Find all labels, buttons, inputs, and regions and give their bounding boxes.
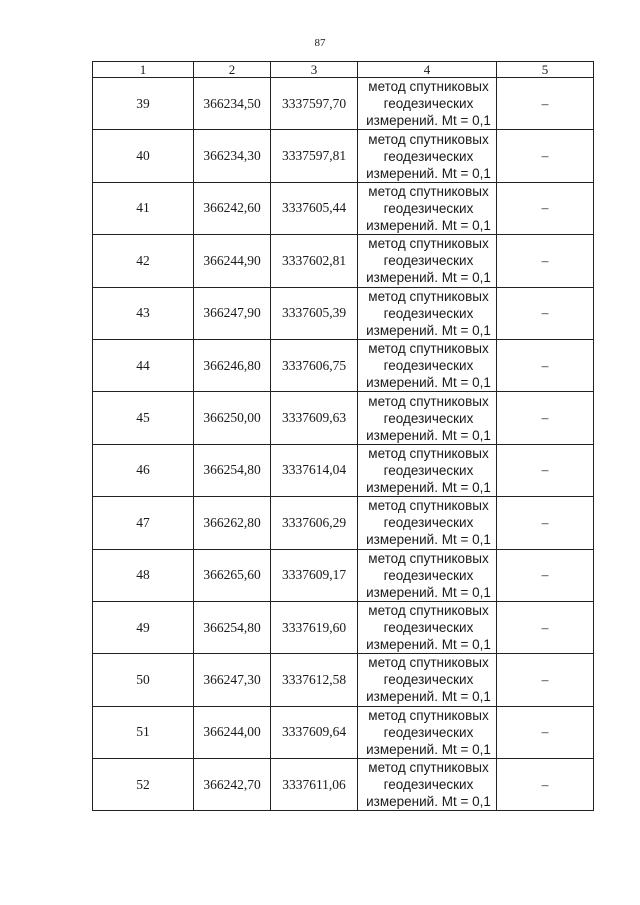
method-text-line: измерений. Mt = 0,1 xyxy=(366,427,491,443)
column-header-1: 1 xyxy=(93,62,194,78)
method-cell xyxy=(358,706,497,758)
point-number-cell: 49 xyxy=(93,601,194,653)
column-header-2: 2 xyxy=(194,62,271,78)
method-text-line: геодезических xyxy=(383,305,474,321)
y-coordinate-cell: 3337609,17 xyxy=(271,549,358,601)
method-cell xyxy=(358,287,497,339)
note-cell: – xyxy=(497,759,594,811)
method-text-line: метод спутниковых xyxy=(368,79,489,95)
method-text-line: геодезических xyxy=(383,672,474,688)
y-coordinate-cell: 3337597,81 xyxy=(271,130,358,182)
note-cell: – xyxy=(497,706,594,758)
method-cell xyxy=(358,654,497,706)
method-cell xyxy=(358,78,497,130)
coordinates-table xyxy=(92,61,594,811)
method-text-line: измерений. Mt = 0,1 xyxy=(366,322,491,338)
method-text-line: геодезических xyxy=(383,96,474,112)
method-text-line: измерений. Mt = 0,1 xyxy=(366,375,491,391)
y-coordinate-cell: 3337612,58 xyxy=(271,654,358,706)
column-header-5: 5 xyxy=(497,62,594,78)
point-number-cell: 50 xyxy=(93,654,194,706)
method-text-line: геодезических xyxy=(383,777,474,793)
method-text-line: геодезических xyxy=(383,515,474,531)
method-text-line: измерений. Mt = 0,1 xyxy=(366,113,491,129)
method-text-line: измерений. Mt = 0,1 xyxy=(366,689,491,705)
y-coordinate-cell: 3337597,70 xyxy=(271,78,358,130)
method-cell xyxy=(358,235,497,287)
method-text-line: метод спутниковых xyxy=(368,655,489,671)
x-coordinate-cell: 366254,80 xyxy=(194,444,271,496)
table-row xyxy=(93,287,594,339)
table-row xyxy=(93,339,594,391)
table-row xyxy=(93,182,594,234)
method-text-line: метод спутниковых xyxy=(368,445,489,461)
x-coordinate-cell: 366262,80 xyxy=(194,497,271,549)
point-number-cell: 47 xyxy=(93,497,194,549)
table-row xyxy=(93,549,594,601)
x-coordinate-cell: 366247,30 xyxy=(194,654,271,706)
method-text-line: метод спутниковых xyxy=(368,131,489,147)
table-header-row xyxy=(93,62,594,78)
point-number-cell: 41 xyxy=(93,182,194,234)
y-coordinate-cell: 3337614,04 xyxy=(271,444,358,496)
x-coordinate-cell: 366265,60 xyxy=(194,549,271,601)
table-row xyxy=(93,392,594,444)
method-text-line: геодезических xyxy=(383,200,474,216)
table-row xyxy=(93,706,594,758)
x-coordinate-cell: 366242,70 xyxy=(194,759,271,811)
note-cell: – xyxy=(497,130,594,182)
table-row xyxy=(93,235,594,287)
point-number-cell: 44 xyxy=(93,339,194,391)
method-cell xyxy=(358,601,497,653)
x-coordinate-cell: 366246,80 xyxy=(194,339,271,391)
method-text-line: геодезических xyxy=(383,620,474,636)
method-text-line: измерений. Mt = 0,1 xyxy=(366,532,491,548)
method-text-line: геодезических xyxy=(383,724,474,740)
table-row xyxy=(93,601,594,653)
method-text-line: геодезических xyxy=(383,358,474,374)
y-coordinate-cell: 3337602,81 xyxy=(271,235,358,287)
point-number-cell: 45 xyxy=(93,392,194,444)
method-text-line: метод спутниковых xyxy=(368,393,489,409)
method-text-line: метод спутниковых xyxy=(368,288,489,304)
y-coordinate-cell: 3337611,06 xyxy=(271,759,358,811)
x-coordinate-cell: 366247,90 xyxy=(194,287,271,339)
method-text-line: геодезических xyxy=(383,410,474,426)
y-coordinate-cell: 3337605,39 xyxy=(271,287,358,339)
x-coordinate-cell: 366250,00 xyxy=(194,392,271,444)
method-cell xyxy=(358,549,497,601)
method-text-line: метод спутниковых xyxy=(368,183,489,199)
method-cell xyxy=(358,339,497,391)
method-text-line: геодезических xyxy=(383,567,474,583)
method-cell xyxy=(358,497,497,549)
method-cell xyxy=(358,759,497,811)
table-row xyxy=(93,497,594,549)
method-text-line: измерений. Mt = 0,1 xyxy=(366,584,491,600)
method-text-line: измерений. Mt = 0,1 xyxy=(366,794,491,810)
point-number-cell: 48 xyxy=(93,549,194,601)
note-cell: – xyxy=(497,654,594,706)
note-cell: – xyxy=(497,601,594,653)
table-body xyxy=(93,78,594,811)
point-number-cell: 52 xyxy=(93,759,194,811)
y-coordinate-cell: 3337606,29 xyxy=(271,497,358,549)
method-text-line: измерений. Mt = 0,1 xyxy=(366,637,491,653)
point-number-cell: 43 xyxy=(93,287,194,339)
x-coordinate-cell: 366244,00 xyxy=(194,706,271,758)
note-cell: – xyxy=(497,549,594,601)
method-cell xyxy=(358,444,497,496)
method-text-line: измерений. Mt = 0,1 xyxy=(366,741,491,757)
note-cell: – xyxy=(497,182,594,234)
method-text-line: геодезических xyxy=(383,253,474,269)
point-number-cell: 40 xyxy=(93,130,194,182)
y-coordinate-cell: 3337609,63 xyxy=(271,392,358,444)
point-number-cell: 39 xyxy=(93,78,194,130)
note-cell: – xyxy=(497,235,594,287)
y-coordinate-cell: 3337605,44 xyxy=(271,182,358,234)
y-coordinate-cell: 3337609,64 xyxy=(271,706,358,758)
column-header-4: 4 xyxy=(358,62,497,78)
x-coordinate-cell: 366234,30 xyxy=(194,130,271,182)
table-row xyxy=(93,78,594,130)
page-number: 87 xyxy=(314,37,326,49)
method-text-line: измерений. Mt = 0,1 xyxy=(366,479,491,495)
note-cell: – xyxy=(497,78,594,130)
x-coordinate-cell: 366244,90 xyxy=(194,235,271,287)
table-row xyxy=(93,654,594,706)
note-cell: – xyxy=(497,392,594,444)
table-row xyxy=(93,444,594,496)
method-cell xyxy=(358,182,497,234)
y-coordinate-cell: 3337619,60 xyxy=(271,601,358,653)
method-text-line: геодезических xyxy=(383,462,474,478)
table-row xyxy=(93,759,594,811)
point-number-cell: 51 xyxy=(93,706,194,758)
method-text-line: метод спутниковых xyxy=(368,341,489,357)
method-text-line: метод спутниковых xyxy=(368,236,489,252)
method-text-line: измерений. Mt = 0,1 xyxy=(366,217,491,233)
method-text-line: метод спутниковых xyxy=(368,550,489,566)
method-cell xyxy=(358,130,497,182)
method-cell xyxy=(358,392,497,444)
y-coordinate-cell: 3337606,75 xyxy=(271,339,358,391)
x-coordinate-cell: 366242,60 xyxy=(194,182,271,234)
method-text-line: измерений. Mt = 0,1 xyxy=(366,270,491,286)
method-text-line: геодезических xyxy=(383,148,474,164)
x-coordinate-cell: 366254,80 xyxy=(194,601,271,653)
method-text-line: метод спутниковых xyxy=(368,603,489,619)
point-number-cell: 42 xyxy=(93,235,194,287)
method-text-line: метод спутниковых xyxy=(368,498,489,514)
table-row xyxy=(93,130,594,182)
point-number-cell: 46 xyxy=(93,444,194,496)
note-cell: – xyxy=(497,339,594,391)
method-text-line: метод спутниковых xyxy=(368,760,489,776)
note-cell: – xyxy=(497,444,594,496)
column-header-3: 3 xyxy=(271,62,358,78)
note-cell: – xyxy=(497,287,594,339)
method-text-line: метод спутниковых xyxy=(368,707,489,723)
note-cell: – xyxy=(497,497,594,549)
x-coordinate-cell: 366234,50 xyxy=(194,78,271,130)
method-text-line: измерений. Mt = 0,1 xyxy=(366,165,491,181)
